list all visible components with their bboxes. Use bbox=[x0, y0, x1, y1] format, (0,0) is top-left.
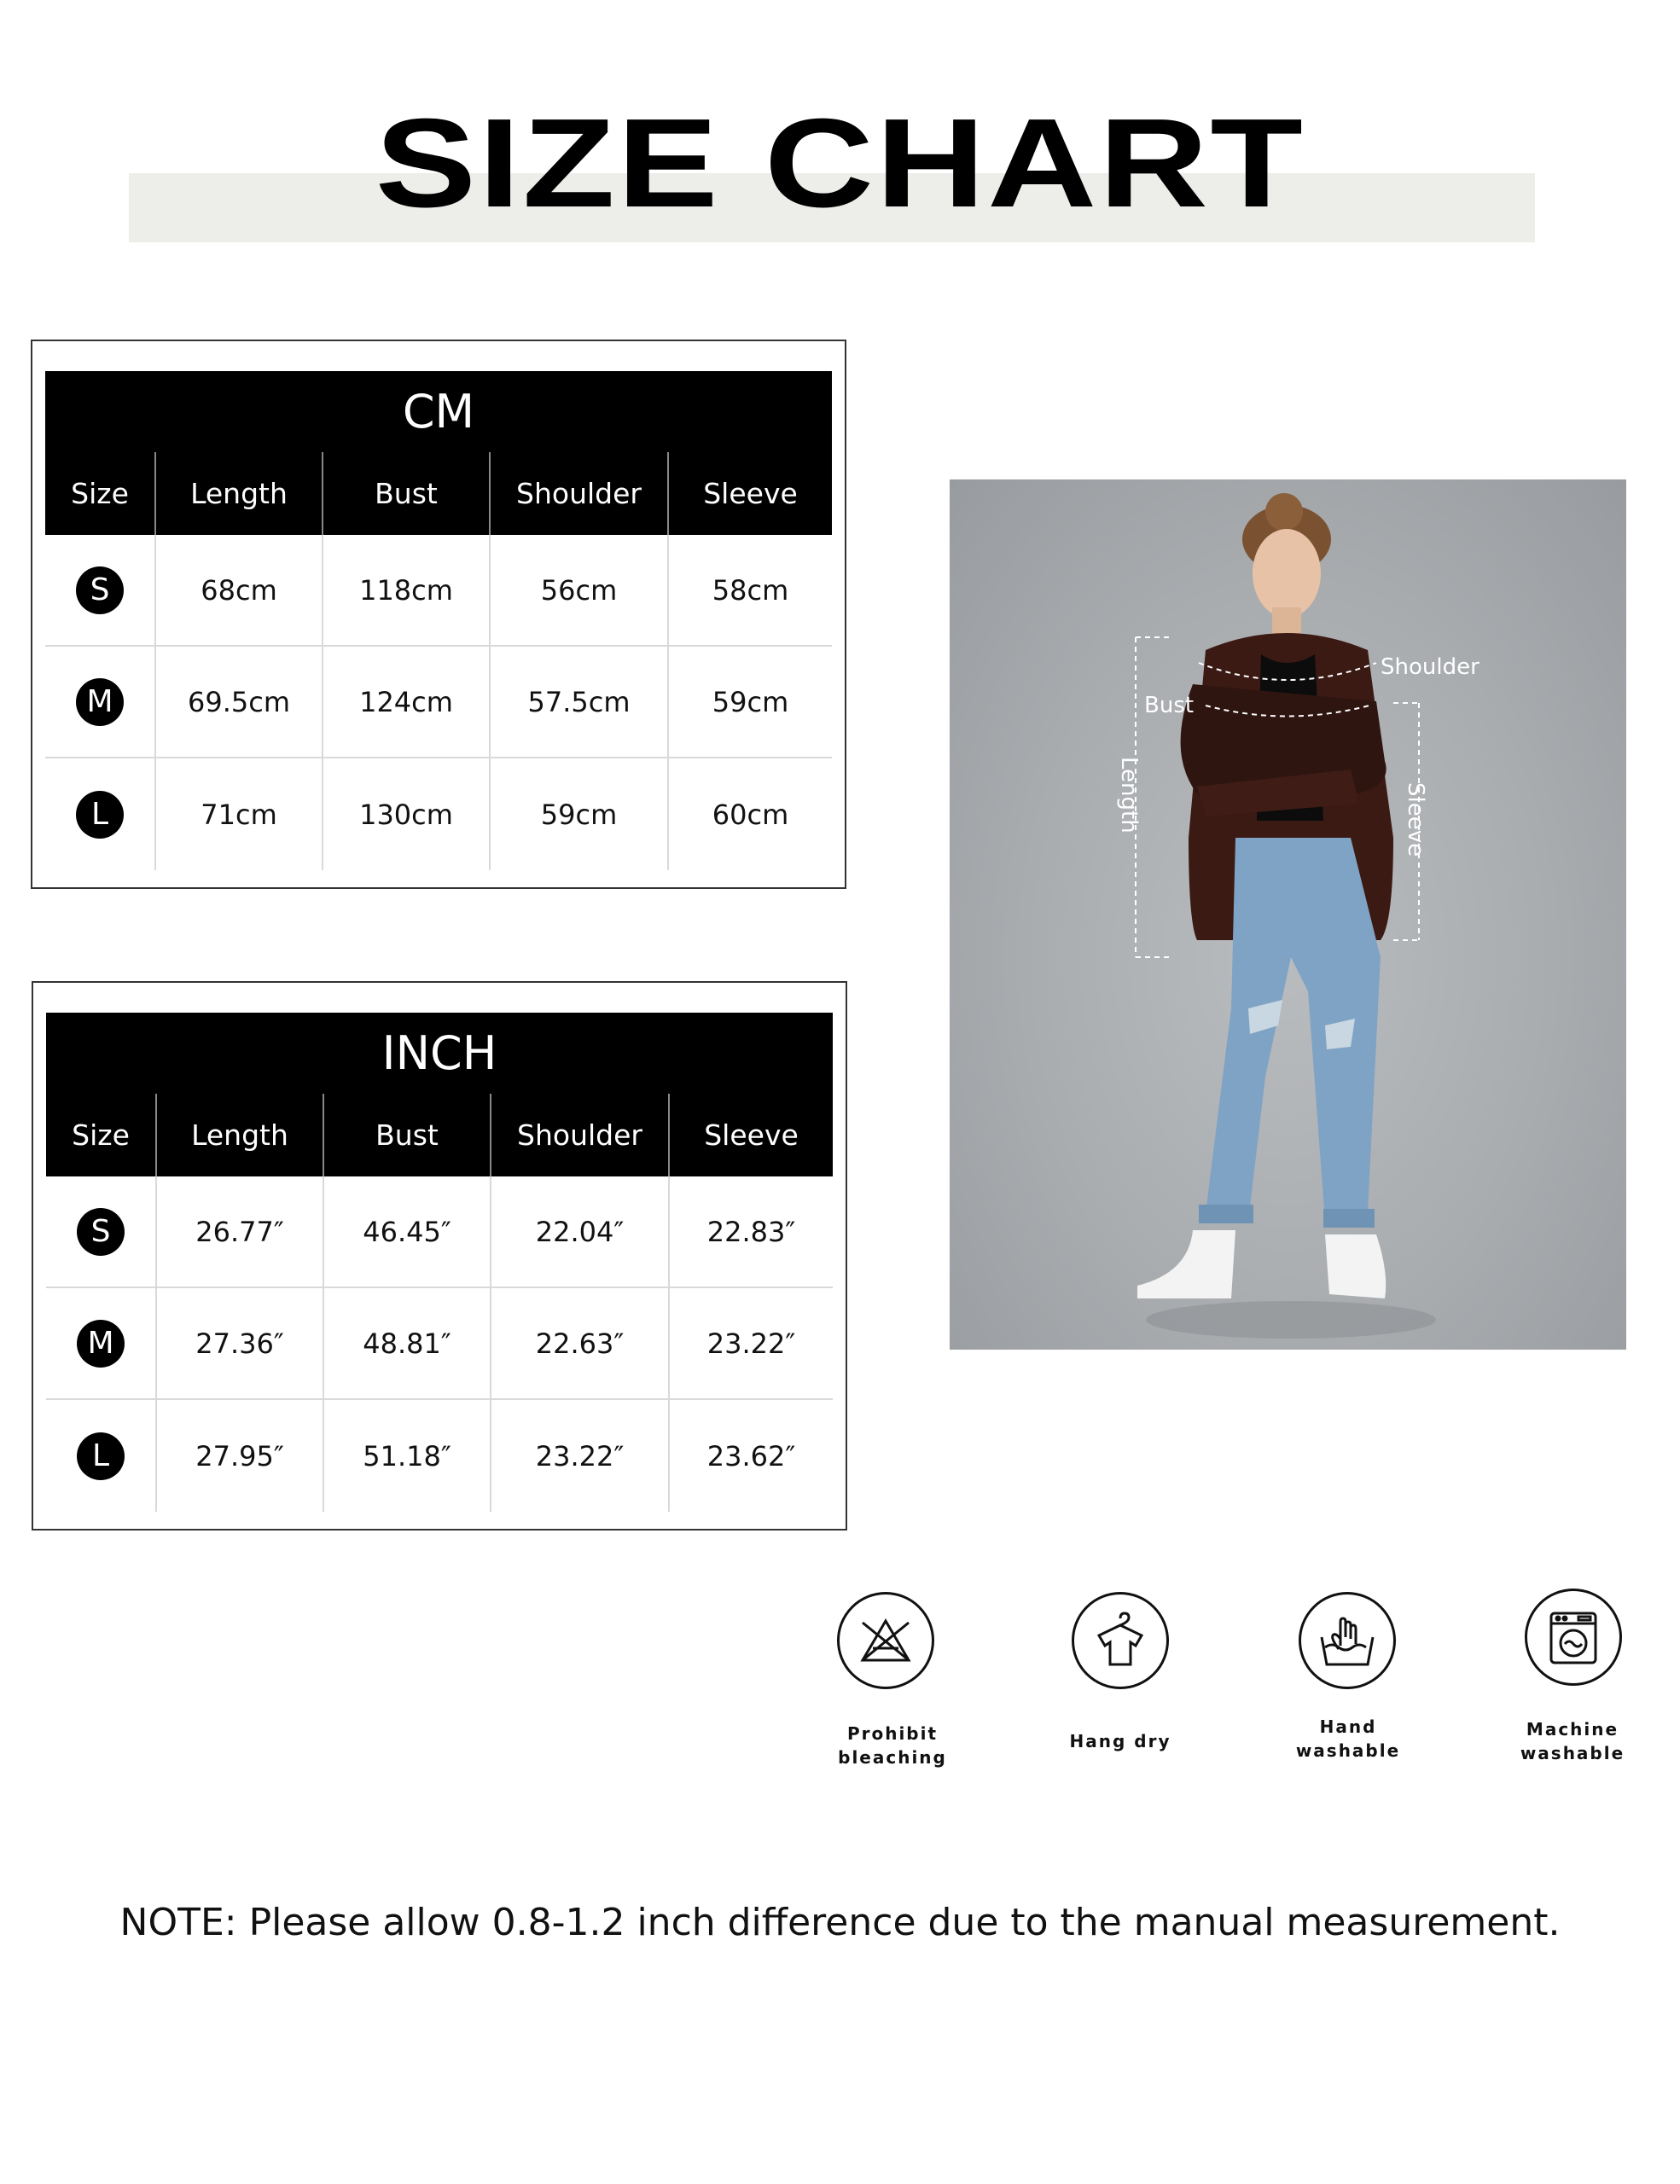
table-cell: 57.5cm bbox=[489, 647, 667, 758]
size-badge: M bbox=[77, 1320, 125, 1368]
size-badge: S bbox=[76, 566, 124, 614]
table-cell: 60cm bbox=[667, 758, 832, 870]
table-cell: 22.04″ bbox=[490, 1176, 668, 1288]
table-cell: 56cm bbox=[489, 535, 667, 647]
table-cell: 22.63″ bbox=[490, 1288, 668, 1400]
bust-label: Bust bbox=[1144, 693, 1195, 718]
table-cell: 22.83″ bbox=[668, 1176, 833, 1288]
table-cell: 124cm bbox=[322, 647, 489, 758]
column-sleeve: Sleeve bbox=[667, 452, 832, 535]
table-cell: 68cm bbox=[154, 535, 322, 647]
column-sleeve: Sleeve bbox=[668, 1094, 833, 1176]
table-cell: 48.81″ bbox=[323, 1288, 490, 1400]
table-row-m-size bbox=[45, 647, 154, 758]
cm-table-body bbox=[45, 535, 832, 870]
model-photo bbox=[950, 479, 1626, 1350]
table-cell: 59cm bbox=[489, 758, 667, 870]
table-cell: 46.45″ bbox=[323, 1176, 490, 1288]
hand-wash-icon bbox=[1299, 1592, 1396, 1689]
table-cell: 27.36″ bbox=[155, 1288, 323, 1400]
table-cell: 71cm bbox=[154, 758, 322, 870]
model-illustration bbox=[950, 479, 1626, 1350]
length-label: Length bbox=[1116, 757, 1142, 834]
table-row-l-size bbox=[45, 758, 154, 870]
table-cell: 27.95″ bbox=[155, 1400, 323, 1512]
hang-dry-icon bbox=[1072, 1592, 1169, 1689]
care-label-hand-wash: Hand washable bbox=[1295, 1716, 1401, 1761]
cm-column-headers bbox=[45, 452, 832, 535]
inch-size-table bbox=[32, 981, 847, 1531]
table-row-l-size bbox=[46, 1400, 155, 1512]
inch-column-headers bbox=[46, 1094, 833, 1176]
inch-table-body bbox=[46, 1176, 833, 1512]
column-bust: Bust bbox=[322, 452, 489, 535]
column-length: Length bbox=[154, 452, 322, 535]
column-shoulder: Shoulder bbox=[489, 452, 667, 535]
care-label-no-bleach: Prohibit bleaching bbox=[838, 1723, 947, 1768]
table-cell: 23.62″ bbox=[668, 1400, 833, 1512]
table-cell: 23.22″ bbox=[490, 1400, 668, 1512]
inch-table-header: INCH bbox=[46, 1013, 833, 1094]
shoulder-label: Shoulder bbox=[1381, 654, 1479, 680]
column-length: Length bbox=[155, 1094, 323, 1176]
table-cell: 51.18″ bbox=[323, 1400, 490, 1512]
column-size: Size bbox=[71, 477, 129, 510]
size-badge: L bbox=[77, 1432, 125, 1480]
column-shoulder: Shoulder bbox=[490, 1094, 668, 1176]
measurement-note: NOTE: Please allow 0.8-1.2 inch difference due to the manual measurement. bbox=[119, 1901, 1561, 1944]
page-title: SIZE CHART bbox=[375, 93, 1305, 234]
cm-table-header: CM bbox=[45, 371, 832, 452]
column-bust: Bust bbox=[323, 1094, 490, 1176]
size-badge: M bbox=[76, 678, 124, 726]
size-badge: S bbox=[77, 1208, 125, 1256]
table-row-s-size bbox=[46, 1176, 155, 1288]
table-cell: 69.5cm bbox=[154, 647, 322, 758]
no-bleach-icon bbox=[837, 1592, 934, 1689]
table-cell: 58cm bbox=[667, 535, 832, 647]
care-label-hang-dry: Hang dry bbox=[1069, 1731, 1171, 1751]
table-row-s-size bbox=[45, 535, 154, 647]
cm-size-table bbox=[31, 340, 846, 889]
table-row-m-size bbox=[46, 1288, 155, 1400]
table-cell: 26.77″ bbox=[155, 1176, 323, 1288]
table-cell: 23.22″ bbox=[668, 1288, 833, 1400]
care-label-machine-wash: Machine washable bbox=[1520, 1719, 1625, 1763]
size-badge: L bbox=[76, 791, 124, 839]
table-cell: 130cm bbox=[322, 758, 489, 870]
table-cell: 59cm bbox=[667, 647, 832, 758]
sleeve-label: Sleeve bbox=[1403, 782, 1428, 857]
column-size: Size bbox=[72, 1118, 130, 1152]
table-cell: 118cm bbox=[322, 535, 489, 647]
washing-machine-icon bbox=[1525, 1589, 1622, 1686]
